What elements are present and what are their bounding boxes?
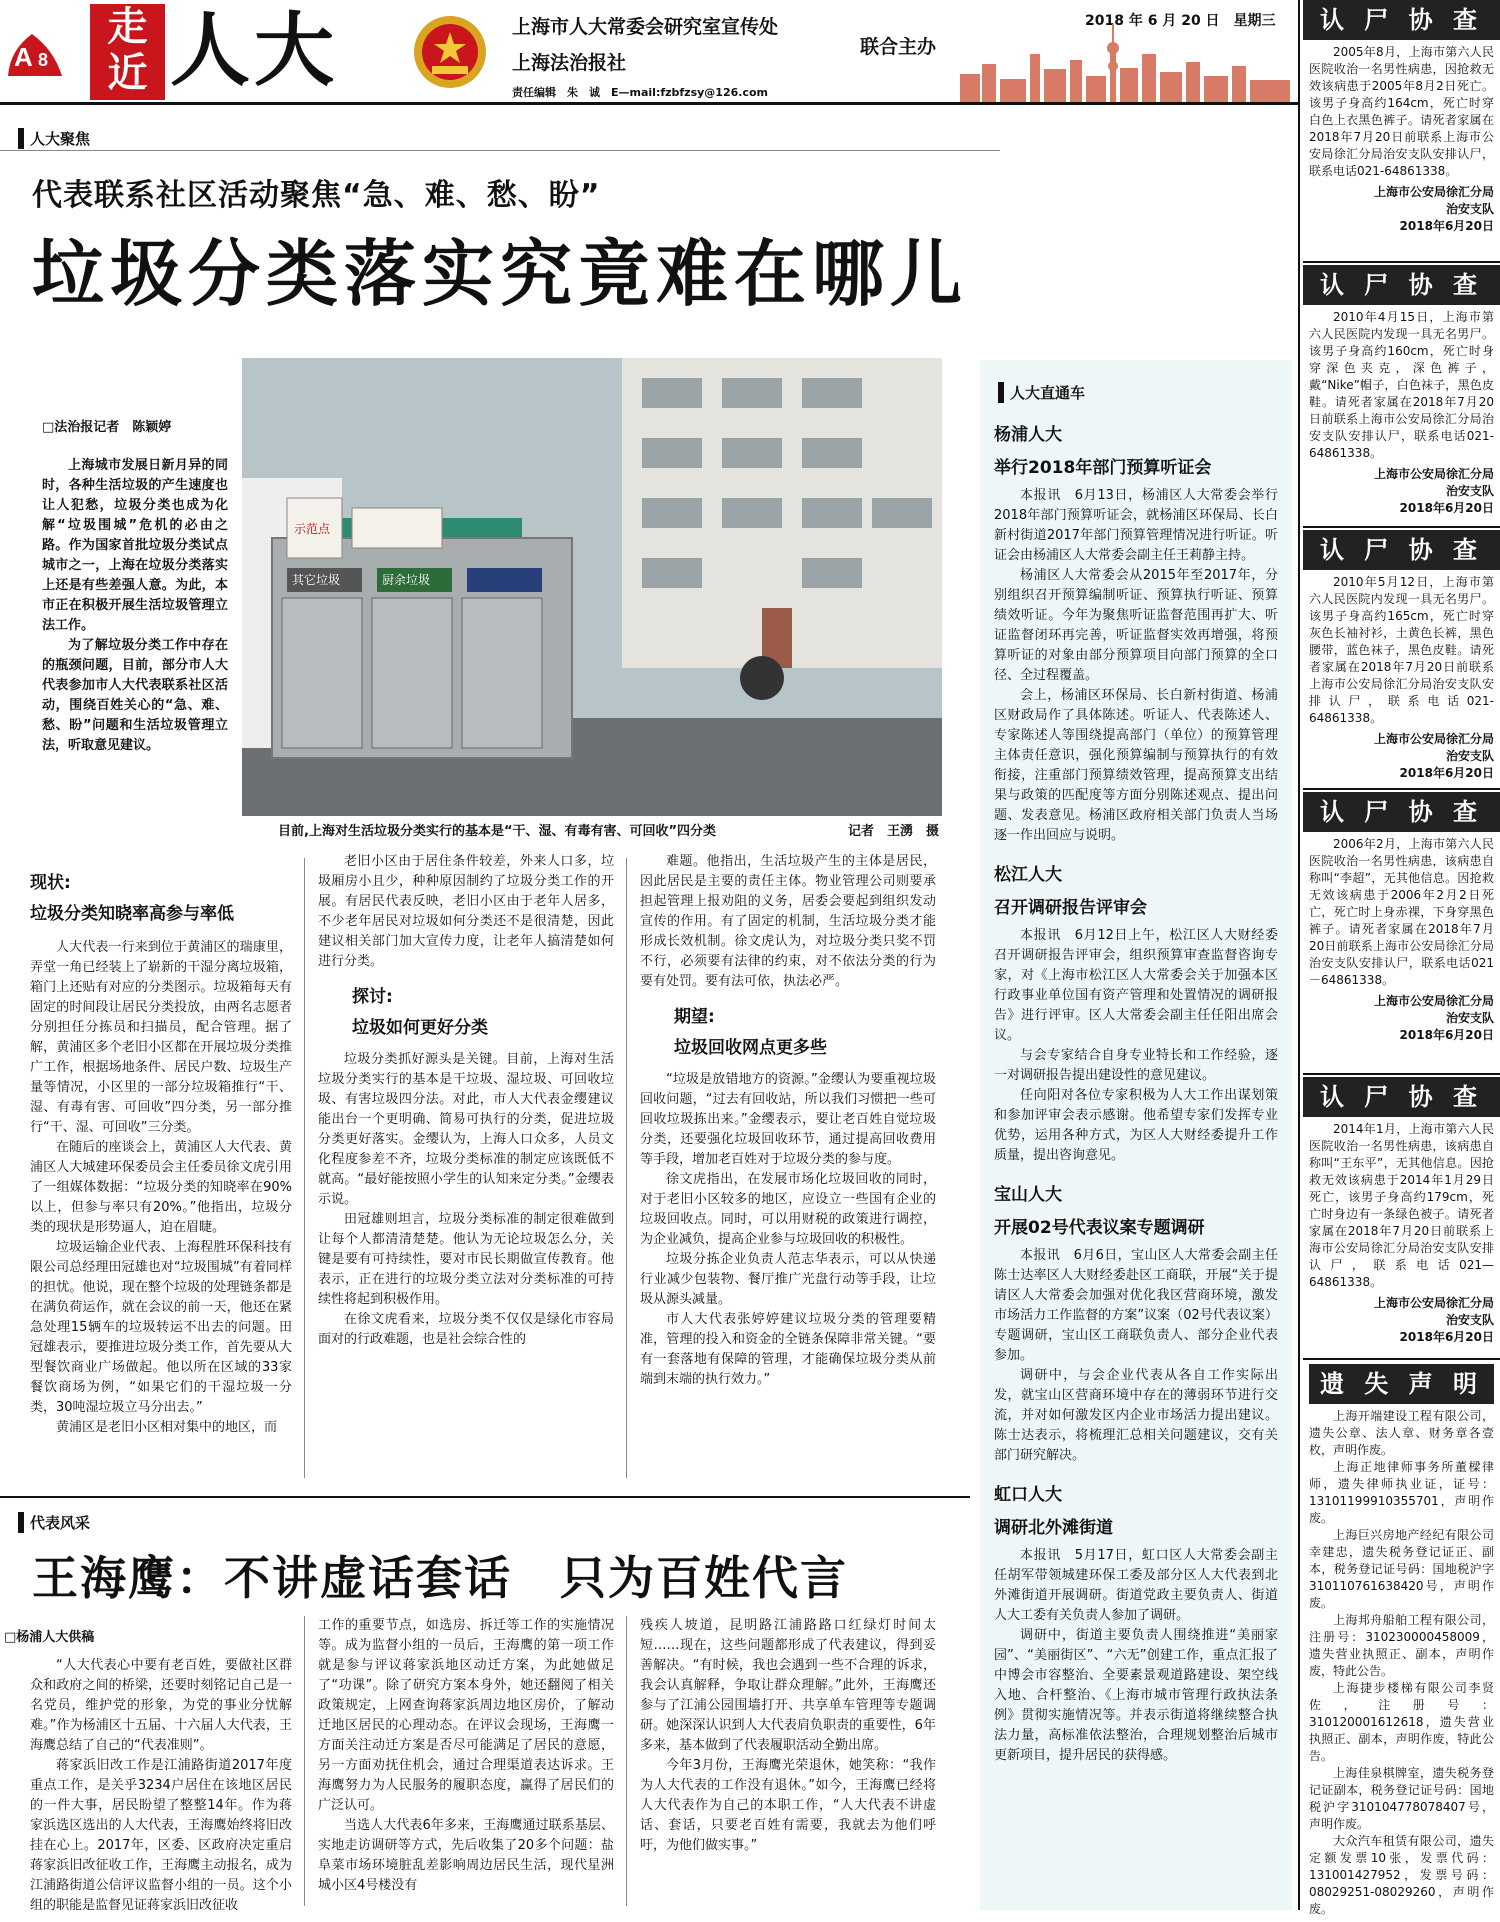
- section-label-focus: 人大聚焦: [18, 128, 90, 149]
- notice-date: 2018年6月20日: [1399, 1330, 1494, 1344]
- article-baoshan-title: 开展02号代表议案专题调研: [994, 1218, 1205, 1238]
- article-yangpu-title: 举行2018年部门预算听证会: [994, 458, 1212, 478]
- story1-photo: [242, 358, 942, 816]
- paragraph: 调研中，街道主要负责人围绕推进“美丽家园”、“美丽街区”、“六无”创建工作，重点汇报了中博会市容整治、全要素景观道路建设、架空线入地、合杆整治、《上海市城市管理行政执法条例》贯彻实施情况等。并表示街道将继续整合执法力量，高标准依法整治，合理规划整治后城市更新项目，提升居民的获得感。: [994, 1628, 1278, 1763]
- notice-signature: 上海市公安局徐汇分局: [1373, 467, 1494, 481]
- divider: [0, 150, 1000, 151]
- paragraph: 调研中，与会企业代表从各自工作实际出发，就宝山区营商环境中存在的薄弱环节进行交流，并对如何激发区内企业市场活力提出建议。陈士达表示，将梳理汇总相关问题建议，交有关部门研究解决。: [994, 1368, 1278, 1463]
- paragraph: 今年3月份，王海鹰光荣退休，她笑称：“我作为人大代表的工作没有退休。”如今，王海鹰已经将人大代表作为自己的本职工作，“人大代表不讲虚话、套话，只要老百姓有需要，我就去为他们呼吁，为他们做实事。”: [640, 1758, 936, 1853]
- notice-signature-unit: 治安支队: [1445, 1011, 1494, 1025]
- notice-body: 2006年2月，上海市第六人民医院收治一名男性病患，该病患自称叫“李超”，无其他信息。因抢救无效该病患于2006年2月2日死亡，死亡时上身赤裸，下身穿黑色裤子。请死者家属在2018年7月20日前联系上海市公安局徐汇分局治安支队安排认尸，联系电话021－64861338。: [1309, 837, 1494, 987]
- organizer-2: 上海法治报社: [512, 52, 627, 74]
- paragraph: 在徐文虎看来，垃圾分类不仅仅是绿化市容局面对的行政难题，也是社会综合性的: [318, 1312, 614, 1347]
- notice-body: 2014年1月，上海市第六人民医院收治一名男性病患，该病患自称叫“王东平”，无其他信息。因抢救无效该病患于2014年1月29日死亡，该男子身高约179cm，死亡时身边有一条绿色被子。请死者家属在2018年7月20日前联系上海市公安局徐汇分局治安支队安排认尸，联系电话021—64861338。: [1309, 1122, 1494, 1289]
- lost-notice-item: 上海正地律师事务所董樑律师，遗失律师执业证，证号：13101199910355701，声明作废。: [1309, 1460, 1494, 1525]
- notice-ad-5: [1303, 1075, 1500, 1360]
- notice-body: 2010年4月15日，上海市第六人民医院内发现一具无名男尸。该男子身高约160cm，死亡时身穿深色夹克，深色裤子，戴“Nike”帽子，白色袜子，黑色皮鞋。请死者家属在2018年7月20日前联系上海市公安局徐汇分局治安支队安排认尸，联系电话021-64861338。: [1309, 310, 1494, 460]
- article-baoshan-region: 宝山人大: [994, 1185, 1062, 1205]
- story1-column-3: [640, 852, 936, 1390]
- heading-hope: 垃圾回收网点更多些: [674, 1038, 827, 1058]
- notice-ad-4: [1303, 790, 1500, 1075]
- notice-signature-unit: 治安支队: [1445, 484, 1494, 498]
- story2-title: 王海鹰：不讲虚话套话 只为百姓代言: [32, 1551, 848, 1605]
- article-songjiang-region: 松江人大: [994, 865, 1062, 885]
- heading-explore: 垃圾如何更好分类: [352, 1018, 488, 1038]
- heading-status: 垃圾分类知晓率高参与率低: [30, 904, 234, 924]
- logo-bottom: 近: [107, 50, 148, 96]
- svg-text:A: A: [14, 42, 33, 72]
- story2-byline: □杨浦人大供稿: [4, 1630, 95, 1645]
- svg-text:8: 8: [38, 50, 49, 70]
- story1-column-2: [318, 852, 614, 1350]
- notice-title: 认 尸 协 查: [1303, 792, 1500, 832]
- heading-hope-label: 期望:: [674, 1007, 715, 1027]
- notices-column: [1303, 0, 1500, 1916]
- notice-signature: 上海市公安局徐汇分局: [1373, 994, 1494, 1008]
- direct-train-articles: [994, 420, 1278, 1766]
- logo-top: 走: [107, 4, 148, 50]
- national-emblem-icon: [410, 10, 490, 96]
- story1-subtitle: 代表联系社区活动聚焦“急、难、愁、盼”: [32, 178, 601, 213]
- divider: [0, 1496, 970, 1498]
- editor-line: 责任编辑 朱 诚 E—mail:fzbfzsy@126.com: [512, 86, 768, 99]
- lead-paragraph-2: 为了解垃圾分类工作中存在的瓶颈问题，目前，部分市人大代表参加市人大代表联系社区活动，围绕百姓关心的“急、难、愁、盼”问题和生活垃圾管理立法，听取意见建议。: [42, 638, 228, 753]
- story2-column-3: [640, 1616, 936, 1856]
- notice-signature-unit: 治安支队: [1445, 1313, 1494, 1327]
- paragraph: 垃圾运输企业代表、上海程胜环保科技有限公司总经理田冠雄也对“垃圾围城”有着同样的担忧。他说，现在整个垃圾的处理链条都是在满负荷运作，就在会议的前一天，他还在紧急处理15辆车的垃圾转运不出去的问题。田冠雄表示，要推进垃圾分类工作，首先要从大型餐饮商业广场做起。他以所在区域的33家餐饮商场为例，“如果它们的干湿垃圾一分类，30吨湿垃圾立马分出去。”: [30, 1240, 292, 1415]
- paragraph: 当选人大代表6年多来，王海鹰通过联系基层、实地走访调研等方式，先后收集了20多个问题：盐阜菜市场环境脏乱差影响周边居民生活，现代星洲城小区4号楼没有: [318, 1818, 614, 1893]
- heading-status-label: 现状:: [30, 873, 71, 893]
- skyline-illustration: [960, 24, 1290, 102]
- paragraph: 残疾人坡道，昆明路江浦路路口红绿灯时间太短……现在，这些问题都形成了代表建议，得到妥善解决。“有时候，我也会遇到一些不合理的诉求，我会认真解释，争取让群众理解。”此外，王海鹰还参与了江浦公园围墙打开、共享单车管理等专题调研。她深深认识到人大代表肩负职责的重要性，6年多来，基本做到了代表履职活动全勤出席。: [640, 1618, 936, 1753]
- divider: [1298, 0, 1300, 1910]
- notice-signature: 上海市公安局徐汇分局: [1373, 1296, 1494, 1310]
- paragraph: 垃圾分类抓好源头是关键。目前，上海对生活垃圾分类实行的基本是干垃圾、湿垃圾、可回收垃圾、有害垃圾四分法。对此，市人大代表金缨建议能出台一个更明确、简易可执行的分类，促进垃圾分类更好落实。金缨认为，上海人口众多，人员文化程度参差不齐，垃圾分类标准的制定应该既低不就高。“最好能按照小学生的认知来定分类。”金缨表示说。: [318, 1052, 614, 1207]
- story2-column-1: [30, 1656, 292, 1916]
- photo-sign-other-waste: 其它垃圾: [292, 573, 341, 587]
- lost-notice-item: 大众汽车租赁有限公司，遗失定额发票10张，发票代码：131001427952，发票号码：08029251-08029260，声明作废。: [1309, 1834, 1494, 1916]
- lead-paragraph-1: 上海城市发展日新月异的同时，各种生活垃圾的产生速度也让人犯愁，垃圾分类也成为化解“垃圾围城”危机的必由之路。作为国家首批垃圾分类试点城市之一，上海在垃圾分类落实上还是有些差强人意。为此，本市正在积极开展生活垃圾管理立法工作。: [42, 458, 228, 633]
- notice-title: 认 尸 协 查: [1303, 0, 1500, 40]
- article-hongkou-title: 调研北外滩街道: [994, 1518, 1113, 1538]
- story1-lead: [42, 456, 228, 756]
- logo-block: [90, 4, 165, 100]
- notice-title: 认 尸 协 查: [1303, 530, 1500, 570]
- paragraph: 田冠雄则坦言，垃圾分类标准的制定很难做到让每个人都清清楚楚。他认为无论垃圾怎么分，关键是要有可持续性，要对市民长期做宣传教育。他表示，正在进行的垃圾分类立法对分类标准的可持续性将起到积极作用。: [318, 1212, 614, 1307]
- notice-body: 2005年8月，上海市第六人民医院收治一名男性病患，因抢救无效该病患于2005年8月2日死亡。该男子身高约164cm，死亡时穿白色上衣黑色裤子。请死者家属在2018年7月20日前联系上海市公安局徐汇分局治安支队安排认尸，联系电话021-64861338。: [1309, 45, 1494, 178]
- masthead: [0, 0, 1300, 105]
- notice-ad-1: [1303, 0, 1500, 263]
- section-label-profile: 代表风采: [18, 1512, 90, 1533]
- paragraph: 任向阳对各位专家积极为人大工作出谋划策和参加评审会表示感谢。他希望专家们发挥专业优势，运用各种方式，为区人大财经委提升工作质量，提出咨询意见。: [994, 1088, 1278, 1163]
- article-songjiang-title: 召开调研报告评审会: [994, 898, 1147, 918]
- notice-signature-unit: 治安支队: [1445, 202, 1494, 216]
- paragraph: 本报讯 6月12日上午，松江区人大财经委召开调研报告评审会，组织预算审查监督咨询专家，对《上海市松江区人大常委会关于加强本区行政事业单位国有资产管理和处置情况的调研报告》进行评审。区人大常委会副主任任阳出席会议。: [994, 928, 1278, 1043]
- lost-notice-list: [1303, 1404, 1500, 1922]
- page-number-badge: [4, 20, 66, 80]
- paragraph: 本报讯 6月13日，杨浦区人大常委会举行2018年部门预算听证会，就杨浦区环保局、长白新村街道2017年部门预算管理情况进行听证。听证会由杨浦区人大常委会副主任王莉静主持。: [994, 488, 1278, 563]
- notice-signature: 上海市公安局徐汇分局: [1373, 185, 1494, 199]
- paragraph: 本报讯 5月17日，虹口区人大常委会副主任胡军带领城建环保工委及部分区人大代表到北外滩街道开展调研。街道党政主要负责人、街道人大工委有关负责人参加了调研。: [994, 1548, 1278, 1623]
- story1-column-1: [30, 868, 292, 1438]
- notice-signature-unit: 治安支队: [1445, 749, 1494, 763]
- notice-date: 2018年6月20日: [1399, 766, 1494, 780]
- paragraph: “垃圾是放错地方的资源。”金缨认为要重视垃圾回收问题，“过去有回收站，所以我们习惯把一些可回收垃圾拣出来。”金缨表示，要让老百姓自觉垃圾分类，还要强化垃圾回收环节，通过提高回收费用等手段，增加老百姓对于垃圾分类的参与度。: [640, 1072, 936, 1167]
- notice-signature: 上海市公安局徐汇分局: [1373, 732, 1494, 746]
- lost-notices: [1303, 1360, 1500, 1922]
- notice-title: 认 尸 协 查: [1303, 1077, 1500, 1117]
- notice-body: 2010年5月12日，上海市第六人民医院内发现一具无名男尸。该男子身高约165cm，死亡时穿灰色长袖衬衫，土黄色长裤，黑色腰带，蓝色袜子，黑色皮鞋。请死者家属在2018年7月20日前联系上海市公安局徐汇分局治安支队安排认尸，联系电话021-64861338。: [1309, 575, 1494, 725]
- lost-notice-item: 上海巨兴房地产经纪有限公司幸建忠，遗失税务登记证正、副本，税务登记证号码：国地税沪字310110761638420号，声明作废。: [1309, 1528, 1494, 1610]
- article-hongkou-region: 虹口人大: [994, 1485, 1062, 1505]
- article-yangpu-region: 杨浦人大: [994, 425, 1062, 445]
- paragraph: “人大代表心中要有老百姓，要做社区群众和政府之间的桥梁，还要时刻铭记自己是一名党员，维护党的形象，为党的事业分忧解难。”作为杨浦区十五届、十六届人大代表，王海鹰总结了自己的“代表准则”。: [30, 1658, 292, 1753]
- paragraph: 与会专家结合自身专业特长和工作经验，逐一对调研报告提出建设性的意见建议。: [994, 1048, 1278, 1083]
- lost-notice-item: 上海邦舟船舶工程有限公司，注册号：310230000458009，遗失营业执照正、副本，声明作废，特此公告。: [1309, 1613, 1494, 1678]
- photo-sign-demo: 示范点: [294, 522, 331, 536]
- paragraph: 难题。他指出，生活垃圾产生的主体是居民，因此居民是主要的责任主体。物业管理公司则要承担起管理上报劝阻的义务，居委会要起到组织发动宣传的作用。有了固定的机制，生活垃圾分类才能形成长效机制。徐文虎认为，对垃圾分类只奖不罚不行，必须要有法律的约束，对不依法分类的行为要有处罚。要有法可依，执法必严。: [640, 854, 936, 989]
- lost-notice-item: 上海捷步楼梯有限公司李贤佐，注册号：310120001612618，遗失营业执照正、副本，声明作废，特此公告。: [1309, 1681, 1494, 1763]
- notice-ad-2: [1303, 263, 1500, 528]
- paragraph: 垃圾分拣企业负责人范志华表示，可以从快递行业减少包装物、餐厅推广光盘行动等手段，让垃圾从源头减量。: [640, 1252, 936, 1307]
- lost-notice-item: 上海开端建设工程有限公司，遗失公章、法人章、财务章各壹枚，声明作废。: [1309, 1409, 1494, 1457]
- notice-date: 2018年6月20日: [1399, 501, 1494, 515]
- paragraph: 蒋家浜旧改工作是江浦路街道2017年度重点工作，是关乎3234户居住在该地区居民的一件大事，居民盼望了整整14年。作为蒋家浜选区选出的人大代表，王海鹰始终将旧改挂在心上。2017年，区委、区政府决定重启蒋家浜旧改征收工作，王海鹰主动报名，成为江浦路街道公信评议监督小组的一员。这个小组的职能是监督见证蒋家浜旧改征收: [30, 1758, 292, 1913]
- co-host-label: 联合主办: [860, 36, 937, 58]
- notice-title: 认 尸 协 查: [1303, 265, 1500, 305]
- paragraph: 本报讯 6月6日，宝山区人大常委会副主任陈士达率区人大财经委赴区工商联，开展“关于提请区人大常委会加强对优化我区营商环境，激发市场活力工作监督的方案”议案（02号代表议案）专题调研，宝山区工商联负责人、部分企业代表参加。: [994, 1248, 1278, 1363]
- paragraph: 黄浦区是老旧小区相对集中的地区，而: [56, 1420, 278, 1435]
- story1-byline: □法治报记者 陈颖婷: [42, 420, 172, 435]
- lost-notice-title: 遗 失 声 明: [1309, 1364, 1494, 1404]
- notice-ad-3: [1303, 528, 1500, 790]
- paragraph: 工作的重要节点，如选房、拆迁等工作的实施情况等。成为监督小组的一员后，王海鹰的第一项工作就是参与评议蒋家浜地区动迁方案，为此她做足了“功课”。除了研究方案本身外，她还翻阅了相关政策规定，上网查询蒋家浜周边地区房价，了解动迁地区居民的心理动态。在评议会现场，王海鹰一方面关注动迁方案是否尽可能满足了居民的意愿，另一方面劝抚住机会，通过合理渠道表达诉求。王海鹰努力为人民服务的履职态度，赢得了居民们的广泛认可。: [318, 1618, 614, 1813]
- section-label-direct: 人大直通车: [998, 382, 1085, 403]
- paragraph: 杨浦区人大常委会从2015年至2017年，分别组织召开预算编制听证、预算执行听证、预算绩效听证。今年为聚焦听证监督范围再扩大、听证监督闭环再完善，听证监督实效再增强，将预算听证的对象由部分预算项目向部门预算的全口径、全过程覆盖。: [994, 568, 1278, 683]
- paragraph: 市人大代表张婷婷建议垃圾分类的管理要精准，管理的投入和资金的全链条保障非常关键。“要有一套落地有保障的管理，才能确保垃圾分类从前端到末端的执行效力。”: [640, 1312, 936, 1387]
- paragraph: 人大代表一行来到位于黄浦区的瑞康里，弄堂一角已经装上了崭新的干湿分离垃圾箱，箱门上还贴有对应的分类图示。垃圾箱每天有固定的时间段让居民分类投放，由两名志愿者分别担任分拣员和扫描员，配合管理。据了解，黄浦区多个老旧小区都在开展垃圾分类推广工作，根据场地条件、居民户数、垃圾生产量等情况，小区里的一部分垃圾箱推行“干、湿、有毒有害、可回收”四分类，另一部分推行“干、湿、可回收”三分类。: [30, 940, 292, 1135]
- paragraph: 老旧小区由于居住条件较差，外来人口多，垃圾厢房小且少，种种原因制约了垃圾分类工作的开展。有居民代表反映，老旧小区由于老年人居多，不少老年居民对垃圾如何分类还不是很清楚，因此建议相关部门加大宣传力度，让老年人搞清楚如何进行分类。: [318, 854, 614, 969]
- paragraph: 徐文虎指出，在发展市场化垃圾回收的同时，对于老旧小区较多的地区，应设立一些国有企业的垃圾回收点。同时，可以用财税的政策进行调控，为企业减负，提高企业参与垃圾回收的积极性。: [640, 1172, 936, 1247]
- paragraph: 会上，杨浦区环保局、长白新村街道、杨浦区财政局作了具体陈述。听证人、代表陈述人、专家陈述人等围绕提高部门（单位）的预算管理主体责任意识，强化预算编制与预算执行的有效衔接，注重部门预算绩效管理，提高预算支出结果与政策的匹配度等方面分别陈述观点、提出问题、发表意见。杨浦区政府相关部门负责人当场逐一作出回应与说明。: [994, 688, 1278, 843]
- issue-date: 2018 年 6 月 20 日 星期三: [1085, 13, 1276, 29]
- photo-sign-kitchen-waste: 厨余垃圾: [382, 573, 431, 587]
- photo-caption: 目前,上海对生活垃圾分类实行的基本是“干、湿、有毒有害、可回收”四分类: [278, 824, 717, 839]
- notice-date: 2018年6月20日: [1399, 219, 1494, 233]
- organizer-1: 上海市人大常委会研究室宣传处: [512, 16, 779, 38]
- photo-credit: 记者 王湧 摄: [848, 824, 940, 839]
- paragraph: 在随后的座谈会上，黄浦区人大代表、黄浦区人大城建环保委员会主任委员徐文虎引用了一组媒体数据：“垃圾分类的知晓率在90%以上，但参与率只有20%。”他指出，垃圾分类的现状是形势逼人，迫在眉睫。: [30, 1140, 292, 1235]
- lost-notice-item: 上海佳泉棋牌室，遗失税务登记证副本，税务登记证号码：国地税沪字310104778078407号，声明作废。: [1309, 1766, 1494, 1831]
- heading-explore-label: 探讨:: [352, 987, 393, 1007]
- story2-column-2: [318, 1616, 614, 1896]
- logo-main: 人大: [170, 3, 338, 97]
- notice-date: 2018年6月20日: [1399, 1028, 1494, 1042]
- story1-title: 垃圾分类落实究竟难在哪儿: [32, 232, 969, 316]
